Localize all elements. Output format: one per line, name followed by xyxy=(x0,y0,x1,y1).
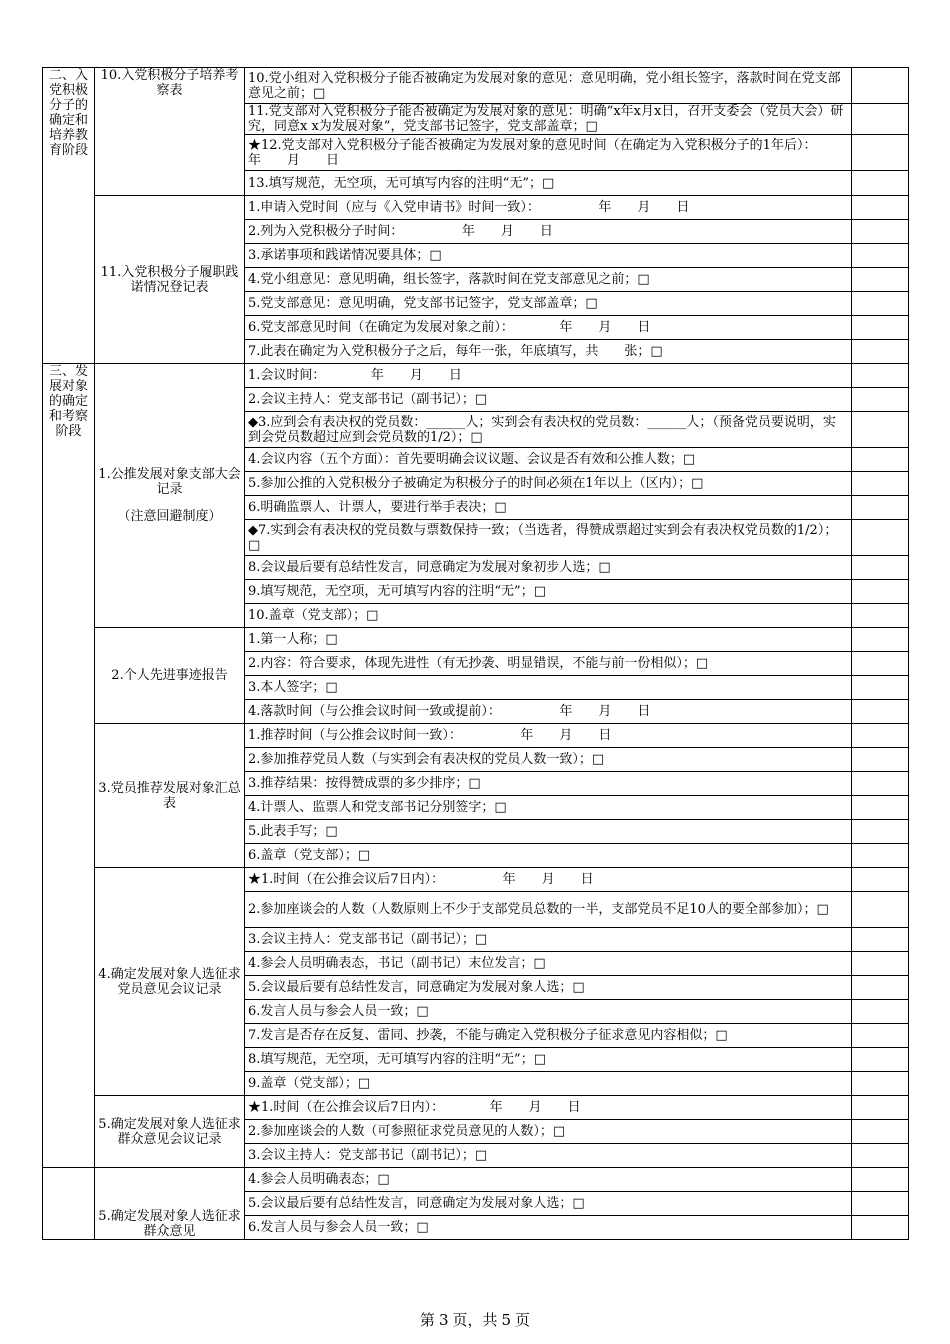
remark-cell[interactable] xyxy=(852,1120,909,1144)
remark-cell[interactable] xyxy=(852,892,909,928)
check-item: 4.会议内容（五个方面）：首先要明确会议议题、会议是否有效和公推人数；□ xyxy=(245,448,852,472)
check-item: 1.推荐时间（与公推会议时间一致）： 年 月 日 xyxy=(245,724,852,748)
footer-mid: 页，共 xyxy=(452,1311,498,1329)
remark-cell[interactable] xyxy=(852,724,909,748)
document-title: 5.确定发展对象人选征求群众意见 xyxy=(98,1209,241,1239)
document-title: 5.确定发展对象人选征求群众意见会议记录 xyxy=(98,1116,241,1147)
check-item: 7.此表在确定为入党积极分子之后，每年一张，年底填写，共 张；□ xyxy=(245,340,852,364)
remark-cell[interactable] xyxy=(852,364,909,388)
check-item: 3.推荐结果：按得赞成票的多少排序；□ xyxy=(245,772,852,796)
remark-cell[interactable] xyxy=(852,604,909,628)
remark-cell[interactable] xyxy=(852,171,909,196)
remark-cell[interactable] xyxy=(852,520,909,556)
remark-cell[interactable] xyxy=(852,556,909,580)
check-item: 6.发言人员与参会人员一致；□ xyxy=(245,1216,852,1240)
remark-cell[interactable] xyxy=(852,388,909,412)
check-item: 3.会议主持人：党支部书记（副书记）；□ xyxy=(245,928,852,952)
document-subtitle: （注意回避制度） xyxy=(117,509,222,524)
remark-cell[interactable] xyxy=(852,412,909,448)
check-item: 6.发言人员与参会人员一致；□ xyxy=(245,1000,852,1024)
check-item: 5.参加公推的入党积极分子被确定为积极分子的时间必须在1年以上（区内）；□ xyxy=(245,472,852,496)
check-item: 8.会议最后要有总结性发言，同意确定为发展对象初步人选；□ xyxy=(245,556,852,580)
remark-cell[interactable] xyxy=(852,748,909,772)
check-item: 3.承诺事项和践诺情况要具体；□ xyxy=(245,244,852,268)
document-title: 11.入党积极分子履职践诺情况登记表 xyxy=(100,264,239,295)
check-item: 5.党支部意见：意见明确，党支部书记签字，党支部盖章；□ xyxy=(245,292,852,316)
footer-total-pages: 5 xyxy=(501,1311,512,1329)
remark-cell[interactable] xyxy=(852,1048,909,1072)
check-item: 1.第一人称；□ xyxy=(245,628,852,652)
check-item: 4.参会人员明确表态，书记（副书记）末位发言；□ xyxy=(245,952,852,976)
document-cell xyxy=(95,68,245,196)
check-item: 10.党小组对入党积极分子能否被确定为发展对象的意见：意见明确，党小组长签字，落款时间在党支部意见之前；□ xyxy=(245,68,852,104)
check-item: ★1.时间（在公推会议后7日内）： 年 月 日 xyxy=(245,1096,852,1120)
document-cell xyxy=(95,364,245,628)
document-cell xyxy=(95,1168,245,1240)
check-item: ◆3.应到会有表决权的党员数：______人；实到会有表决权的党员数：______人；（预备党员要说明，实到会党员数超过应到会党员数的1/2）；□ xyxy=(245,412,852,448)
check-item: 2.参加座谈会的人数（可参照征求党员意见的人数）；□ xyxy=(245,1120,852,1144)
check-item: 2.参加座谈会的人数（人数原则上不少于支部党员总数的一半，支部党员不足10人的要全部参加）；□ xyxy=(245,892,852,928)
check-item: 6.党支部意见时间（在确定为发展对象之前）： 年 月 日 xyxy=(245,316,852,340)
remark-cell[interactable] xyxy=(852,496,909,520)
document-cell xyxy=(95,724,245,868)
remark-cell[interactable] xyxy=(852,1072,909,1096)
remark-cell[interactable] xyxy=(852,976,909,1000)
remark-cell[interactable] xyxy=(852,196,909,220)
check-item: 2.列为入党积极分子时间： 年 月 日 xyxy=(245,220,852,244)
check-item: 7.发言是否存在反复、雷同、抄袭，不能与确定入党积极分子征求意见内容相似；□ xyxy=(245,1024,852,1048)
check-item: 8.填写规范，无空项，无可填写内容的注明“无”；□ xyxy=(245,1048,852,1072)
remark-cell[interactable] xyxy=(852,928,909,952)
remark-cell[interactable] xyxy=(852,700,909,724)
remark-cell[interactable] xyxy=(852,1144,909,1168)
check-item: ★12.党支部对入党积极分子能否被确定为发展对象的意见时间（在确定为入党积极分子的1年后）： 年 月 日 xyxy=(245,135,852,171)
checklist-row xyxy=(43,68,909,104)
page-footer xyxy=(0,1311,950,1329)
document-cell xyxy=(95,628,245,724)
phase-cell xyxy=(43,68,95,364)
remark-cell[interactable] xyxy=(852,135,909,171)
check-item: 9.填写规范，无空项，无可填写内容的注明“无”；□ xyxy=(245,580,852,604)
checklist-table-container xyxy=(42,67,908,1253)
check-item: 11.党支部对入党积极分子能否被确定为发展对象的意见：明确“x年x月x日，召开支委会（党员大会）研究，同意x x为发展对象”，党支部书记签字，党支部盖章；□ xyxy=(245,104,852,135)
footer-suffix: 页 xyxy=(515,1311,531,1329)
document-cell xyxy=(95,868,245,1096)
check-item: 2.会议主持人：党支部书记（副书记）；□ xyxy=(245,388,852,412)
check-item: 4.参会人员明确表态；□ xyxy=(245,1168,852,1192)
remark-cell[interactable] xyxy=(852,340,909,364)
checklist-row xyxy=(43,1096,909,1120)
document-title: 1.公推发展对象支部大会记录 xyxy=(98,467,241,497)
phase-cell xyxy=(43,364,95,1168)
checklist-row xyxy=(43,868,909,892)
footer-page-number: 3 xyxy=(438,1311,449,1329)
check-item: 6.明确监票人、计票人，要进行举手表决；□ xyxy=(245,496,852,520)
document-cell xyxy=(95,196,245,364)
document-title: 3.党员推荐发展对象汇总表 xyxy=(98,780,241,811)
remark-cell[interactable] xyxy=(852,316,909,340)
check-item: 5.此表手写；□ xyxy=(245,820,852,844)
remark-cell[interactable] xyxy=(852,676,909,700)
remark-cell[interactable] xyxy=(852,292,909,316)
remark-cell[interactable] xyxy=(852,952,909,976)
checklist-row xyxy=(43,364,909,388)
remark-cell[interactable] xyxy=(852,1168,909,1192)
check-item: 10.盖章（党支部）；□ xyxy=(245,604,852,628)
check-item: ◆7.实到会有表决权的党员数与票数保持一致；（当选者，得赞成票超过实到会有表决权党员数的1/2）；□ xyxy=(245,520,852,556)
check-item: ★1.时间（在公推会议后7日内）： 年 月 日 xyxy=(245,868,852,892)
remark-cell[interactable] xyxy=(852,244,909,268)
phase-title: 三、发展对象的确定和考察阶段 xyxy=(48,364,88,439)
checklist-table xyxy=(42,67,909,1240)
check-item: 6.盖章（党支部）；□ xyxy=(245,844,852,868)
check-item: 4.党小组意见：意见明确，组长签字，落款时间在党支部意见之前；□ xyxy=(245,268,852,292)
checklist-row xyxy=(43,724,909,748)
check-item: 9.盖章（党支部）；□ xyxy=(245,1072,852,1096)
remark-cell[interactable] xyxy=(852,580,909,604)
remark-cell[interactable] xyxy=(852,268,909,292)
remark-cell[interactable] xyxy=(852,1096,909,1120)
remark-cell[interactable] xyxy=(852,844,909,868)
document-title: 10.入党积极分子培养考察表 xyxy=(100,68,239,98)
checklist-row xyxy=(43,196,909,220)
remark-cell[interactable] xyxy=(852,68,909,104)
check-item: 3.本人签字；□ xyxy=(245,676,852,700)
check-item: 4.计票人、监票人和党支部书记分别签字；□ xyxy=(245,796,852,820)
remark-cell[interactable] xyxy=(852,868,909,892)
remark-cell[interactable] xyxy=(852,104,909,135)
remark-cell[interactable] xyxy=(852,448,909,472)
remark-cell[interactable] xyxy=(852,652,909,676)
check-item: 4.落款时间（与公推会议时间一致或提前）： 年 月 日 xyxy=(245,700,852,724)
check-item: 3.会议主持人：党支部书记（副书记）；□ xyxy=(245,1144,852,1168)
remark-cell[interactable] xyxy=(852,628,909,652)
remark-cell[interactable] xyxy=(852,472,909,496)
check-item: 1.申请入党时间（应与《入党申请书》时间一致）： 年 月 日 xyxy=(245,196,852,220)
phase-title: 二、入党积极分子的确定和培养教育阶段 xyxy=(48,68,88,158)
check-item: 13.填写规范，无空项，无可填写内容的注明“无”；□ xyxy=(245,171,852,196)
checklist-row xyxy=(43,1168,909,1192)
checklist-row xyxy=(43,628,909,652)
check-item: 2.内容：符合要求，体现先进性（有无抄袭、明显错误，不能与前一份相似）；□ xyxy=(245,652,852,676)
remark-cell[interactable] xyxy=(852,220,909,244)
phase-cell xyxy=(43,1168,95,1240)
remark-cell[interactable] xyxy=(852,772,909,796)
remark-cell[interactable] xyxy=(852,820,909,844)
document-title: 2.个人先进事迹报告 xyxy=(111,668,228,683)
document-cell xyxy=(95,1096,245,1168)
remark-cell[interactable] xyxy=(852,796,909,820)
check-item: 5.会议最后要有总结性发言，同意确定为发展对象人选；□ xyxy=(245,1192,852,1216)
check-item: 5.会议最后要有总结性发言，同意确定为发展对象人选；□ xyxy=(245,976,852,1000)
remark-cell[interactable] xyxy=(852,1216,909,1240)
remark-cell[interactable] xyxy=(852,1192,909,1216)
remark-cell[interactable] xyxy=(852,1000,909,1024)
check-item: 2.参加推荐党员人数（与实到会有表决权的党员人数一致）；□ xyxy=(245,748,852,772)
remark-cell[interactable] xyxy=(852,1024,909,1048)
check-item: 1.会议时间： 年 月 日 xyxy=(245,364,852,388)
footer-prefix: 第 xyxy=(419,1311,435,1329)
document-title: 4.确定发展对象人选征求党员意见会议记录 xyxy=(98,966,241,997)
